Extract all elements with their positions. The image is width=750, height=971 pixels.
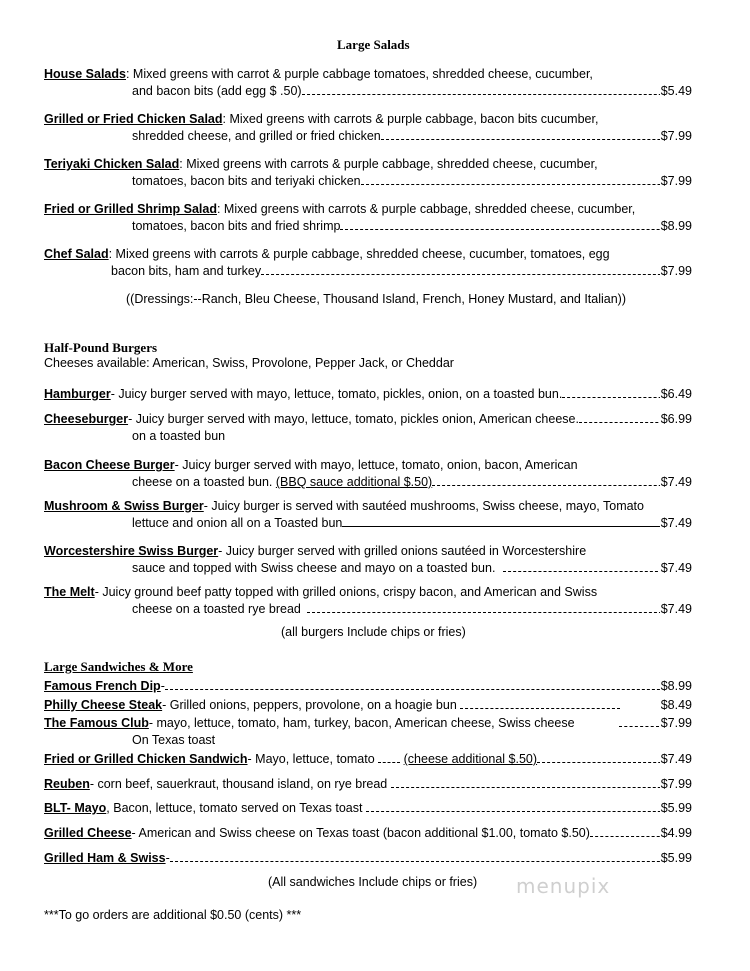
item-price: $8.99: [660, 679, 692, 693]
menu-item-the-melt: [44, 584, 692, 618]
menu-item-french-dip: [44, 678, 692, 695]
menu-item-grilled-cheese: [44, 825, 692, 842]
item-price: $7.99: [660, 129, 692, 143]
menu-item-bacon-cheese-burger: [44, 457, 692, 491]
item-name: Grilled Ham & Swiss: [44, 851, 166, 865]
menu-item-shrimp-salad: [44, 201, 692, 235]
item-price: $7.49: [660, 752, 692, 766]
item-name: Reuben: [44, 777, 90, 791]
menu-item-worcestershire-burger: [44, 543, 692, 577]
item-price: $4.99: [660, 826, 692, 840]
item-desc-cont: and bacon bits (add egg $ .50): [132, 84, 302, 98]
burgers-note: (all burgers Include chips or fries): [281, 625, 466, 639]
item-desc: : Mixed greens with carrot & purple cabbage tomatoes, shredded cheese, cucumber,: [125, 67, 593, 81]
item-name: Hamburger: [44, 387, 111, 401]
item-desc: : Mixed greens with carrots & purple cabbage, bacon bits cucumber,: [222, 112, 599, 126]
item-price: $6.99: [660, 412, 692, 426]
item-price: $7.99: [660, 174, 692, 188]
item-price: $8.49: [660, 698, 692, 712]
menu-item-hamburger: [44, 386, 692, 403]
cheese-note: (cheese additional $.50): [403, 752, 538, 766]
item-desc: - Juicy burger served with grilled onions sautéed in Worcestershire: [218, 544, 587, 558]
menu-item-house-salads: [44, 66, 692, 100]
item-desc: - Juicy burger served with mayo, lettuce, tomato, pickles, onion, on a toasted bun.: [110, 387, 563, 401]
menu-item-philly-cheese-steak: [44, 697, 692, 714]
bbq-note: (BBQ sauce additional $.50): [275, 475, 433, 489]
item-price: $6.49: [660, 387, 692, 401]
item-desc-cont: sauce and topped with Swiss cheese and mayo on a toasted bun.: [132, 561, 496, 575]
item-name: Grilled Cheese: [44, 826, 132, 840]
menu-item-teriyaki-salad: [44, 156, 692, 190]
item-name: Grilled or Fried Chicken Salad: [44, 112, 223, 126]
menu-item-mushroom-swiss-burger: [44, 498, 692, 532]
sandwiches-title: Large Sandwiches & More: [44, 659, 193, 674]
item-price: $5.99: [660, 801, 692, 815]
item-price: $5.49: [660, 84, 692, 98]
menu-item-chicken-salad: [44, 111, 692, 145]
menu-item-chef-salad: [44, 246, 692, 280]
item-desc: - corn beef, sauerkraut, thousand island, on rye bread: [89, 777, 388, 791]
item-name: Teriyaki Chicken Salad: [44, 157, 180, 171]
item-name: Philly Cheese Steak: [44, 698, 163, 712]
item-name: Fried or Grilled Shrimp Salad: [44, 202, 217, 216]
burgers-title: Half-Pound Burgers: [44, 340, 158, 355]
item-desc-cont: tomatoes, bacon bits and teriyaki chicken: [132, 174, 361, 188]
item-desc-cont: shredded cheese, and grilled or fried chicken: [132, 129, 381, 143]
cheese-options: Cheeses available: American, Swiss, Provolone, Pepper Jack, or Cheddar: [44, 356, 454, 370]
item-price: $7.99: [660, 777, 692, 791]
menu-item-reuben: [44, 776, 692, 793]
item-desc: : Mixed greens with carrots & purple cabbage, shredded cheese, cucumber,: [216, 202, 636, 216]
menu-item-blt: [44, 800, 692, 817]
item-desc: - Juicy burger is served with sautéed mushrooms, Swiss cheese, mayo, Tomato: [203, 499, 644, 513]
item-desc: - American and Swiss cheese on Texas toast (bacon additional $1.00, tomato $.50): [131, 826, 590, 840]
salads-title: Large Salads: [337, 37, 410, 52]
item-name: Famous French Dip: [44, 679, 161, 693]
item-price: $8.99: [660, 219, 692, 233]
menupix-watermark: menupix: [516, 874, 611, 898]
menu-item-chicken-sandwich: [44, 751, 692, 768]
dressings-note: ((Dressings:--Ranch, Bleu Cheese, Thousand Island, French, Honey Mustard, and Italian)): [126, 292, 627, 306]
item-name: Fried or Grilled Chicken Sandwich: [44, 752, 248, 766]
sandwiches-note: (All sandwiches Include chips or fries): [268, 875, 478, 889]
item-desc-cont: lettuce and onion all on a Toasted bun: [132, 516, 343, 530]
item-name: The Melt: [44, 585, 95, 599]
menu-item-famous-club: [44, 715, 692, 749]
item-name: Bacon Cheese Burger: [44, 458, 175, 472]
item-desc-cont: tomatoes, bacon bits and fried shrimp: [132, 219, 341, 233]
item-desc-cont: on a toasted bun: [132, 429, 226, 443]
item-desc: -: [165, 851, 170, 865]
item-desc: - Mayo, lettuce, tomato: [247, 752, 375, 766]
item-desc: - Juicy burger served with mayo, lettuce, tomato, onion, bacon, American: [174, 458, 578, 472]
item-desc: - Juicy burger served with mayo, lettuce, tomato, pickles onion, American cheese.: [128, 412, 579, 426]
menu-item-grilled-ham-swiss: [44, 850, 692, 867]
item-price: $7.49: [660, 602, 692, 616]
menu-item-cheeseburger: [44, 411, 692, 445]
item-desc: : Mixed greens with carrots & purple cabbage, shredded cheese, cucumber,: [179, 157, 598, 171]
item-name: Chef Salad: [44, 247, 109, 261]
item-name: BLT- Mayo: [44, 801, 107, 815]
item-desc: - Juicy ground beef patty topped with grilled onions, crispy bacon, and American and Swiss: [94, 585, 598, 599]
item-name: Worcestershire Swiss Burger: [44, 544, 219, 558]
item-price: $5.99: [660, 851, 692, 865]
item-desc-cont: On Texas toast: [132, 733, 216, 747]
item-price: $7.49: [660, 516, 692, 530]
item-price: $7.49: [660, 475, 692, 489]
item-name: The Famous Club: [44, 716, 149, 730]
item-price: $7.99: [660, 264, 692, 278]
item-desc: - mayo, lettuce, tomato, ham, turkey, bacon, American cheese, Swiss cheese: [148, 716, 575, 730]
to-go-note: ***To go orders are additional $0.50 (cents) ***: [44, 908, 302, 922]
item-desc-cont: cheese on a toasted rye bread: [132, 602, 301, 616]
item-price: $7.99: [660, 716, 692, 730]
item-name: Mushroom & Swiss Burger: [44, 499, 204, 513]
item-desc-cont: cheese on a toasted bun.: [132, 475, 273, 489]
item-desc: : Mixed greens with carrots & purple cabbage, shredded cheese, cucumber, tomatoes, egg: [108, 247, 610, 261]
item-price: $7.49: [660, 561, 692, 575]
item-desc: , Bacon, lettuce, tomato served on Texas toast: [106, 801, 363, 815]
item-desc: - Grilled onions, peppers, provolone, on a hoagie bun: [162, 698, 457, 712]
item-desc-cont: bacon bits, ham and turkey: [111, 264, 262, 278]
item-name: House Salads: [44, 67, 126, 81]
item-name: Cheeseburger: [44, 412, 129, 426]
item-desc: -: [160, 679, 165, 693]
